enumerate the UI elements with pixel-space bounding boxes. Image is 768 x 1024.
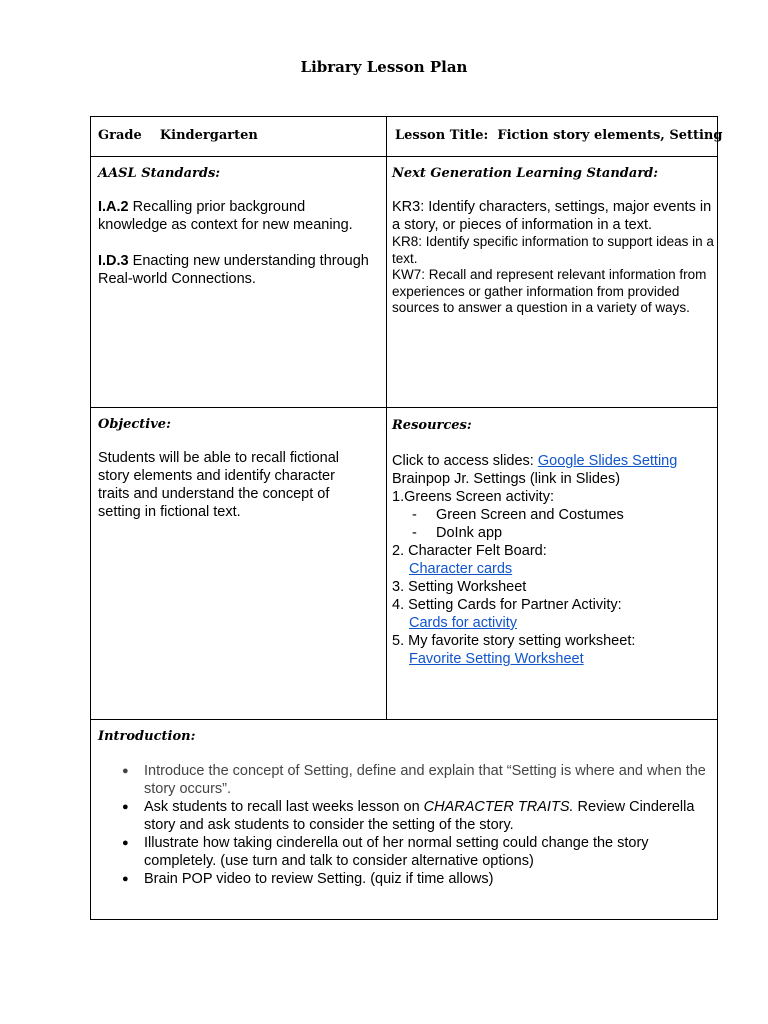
introduction-bullet-3: ● Illustrate how taking cinderella out of her normal setting could change the story completely. (use turn and talk to consider alternative options) <box>98 834 710 870</box>
resources-felt: 2. Character Felt Board: <box>392 543 547 559</box>
nextgen-kw7: KW7: Recall and represent relevant information from experiences or gather information from provided sources to answer a question in a variety of ways. <box>392 267 707 315</box>
resources-greens-sub-1: - Green Screen and Costumes <box>392 506 714 524</box>
grade-cell <box>98 128 383 143</box>
aasl-item-1-text: Recalling prior background knowledge as context for new meaning. <box>98 199 353 233</box>
cards-for-activity-link[interactable]: Cards for activity <box>409 615 517 631</box>
introduction-heading: Introduction: <box>98 729 196 744</box>
resources-cards: 4. Setting Cards for Partner Activity: <box>392 597 622 613</box>
aasl-item-2 <box>98 252 378 288</box>
row-divider-3 <box>91 719 717 720</box>
introduction-bullet-4: ● Brain POP video to review Setting. (quiz if time allows) <box>98 870 710 888</box>
row-divider-2 <box>91 407 717 408</box>
resources-worksheet: 3. Setting Worksheet <box>392 579 527 595</box>
nextgen-heading: Next Generation Learning Standard: <box>392 166 659 181</box>
aasl-item-1 <box>98 198 378 234</box>
grade-label: Grade <box>98 128 142 143</box>
introduction-bullet-2 <box>98 798 710 834</box>
resources-heading: Resources: <box>392 418 472 433</box>
aasl-item-2-code: I.D.3 <box>98 253 129 269</box>
introduction-bullet-2-pre: Ask students to recall last weeks lesson on <box>144 799 424 815</box>
resources-greens-sub-2: - DoInk app <box>392 524 714 542</box>
nextgen-cell <box>392 166 714 317</box>
lesson-plan-table <box>90 116 723 920</box>
objective-cell <box>98 417 358 521</box>
resources-slides-prefix: Click to access slides: <box>392 453 538 469</box>
resources-greens: 1.Greens Screen activity: <box>392 489 554 505</box>
page-title: Library Lesson Plan <box>300 58 468 76</box>
resources-favorite: 5. My favorite story setting worksheet: <box>392 633 636 649</box>
character-cards-link[interactable]: Character cards <box>409 561 513 577</box>
resources-slides-line <box>392 452 714 470</box>
introduction-bullet-1: ● Introduce the concept of Setting, define and explain that “Setting is where and when the story occurs”. <box>98 762 710 798</box>
resources-brainpop: Brainpop Jr. Settings (link in Slides) <box>392 471 621 487</box>
lesson-title-cell <box>395 128 723 143</box>
favorite-setting-worksheet-link[interactable]: Favorite Setting Worksheet <box>409 651 584 667</box>
resources-cell <box>392 417 714 668</box>
introduction-bullet-2-post: Review Cinderella story and ask students to consider the setting of the story. <box>144 799 695 833</box>
objective-heading: Objective: <box>98 417 171 432</box>
lesson-title-label: Lesson Title: <box>395 128 489 143</box>
lesson-title-value: Fiction story elements, Setting <box>497 128 723 143</box>
introduction-list <box>98 762 710 888</box>
objective-text: Students will be able to recall fictional story elements and identify character traits and understand the concept of setting in fictional text. <box>98 450 339 520</box>
aasl-item-1-code: I.A.2 <box>98 199 129 215</box>
aasl-heading: AASL Standards: <box>98 166 221 181</box>
introduction-bullet-2-emphasis: CHARACTER TRAITS. <box>423 799 574 815</box>
nextgen-kr3: KR3: Identify characters, settings, major events in a story, or pieces of information in a text. <box>392 199 712 233</box>
google-slides-link[interactable]: Google Slides Setting <box>537 453 678 469</box>
grade-value: Kindergarten <box>159 128 258 143</box>
nextgen-kr8: KR8: Identify specific information to support ideas in a text. <box>392 234 714 266</box>
column-divider <box>386 117 387 720</box>
introduction-cell <box>98 729 710 888</box>
aasl-item-2-text: Enacting new understanding through Real-world Connections. <box>98 253 369 287</box>
aasl-cell <box>98 166 378 288</box>
row-divider-1 <box>91 156 717 157</box>
